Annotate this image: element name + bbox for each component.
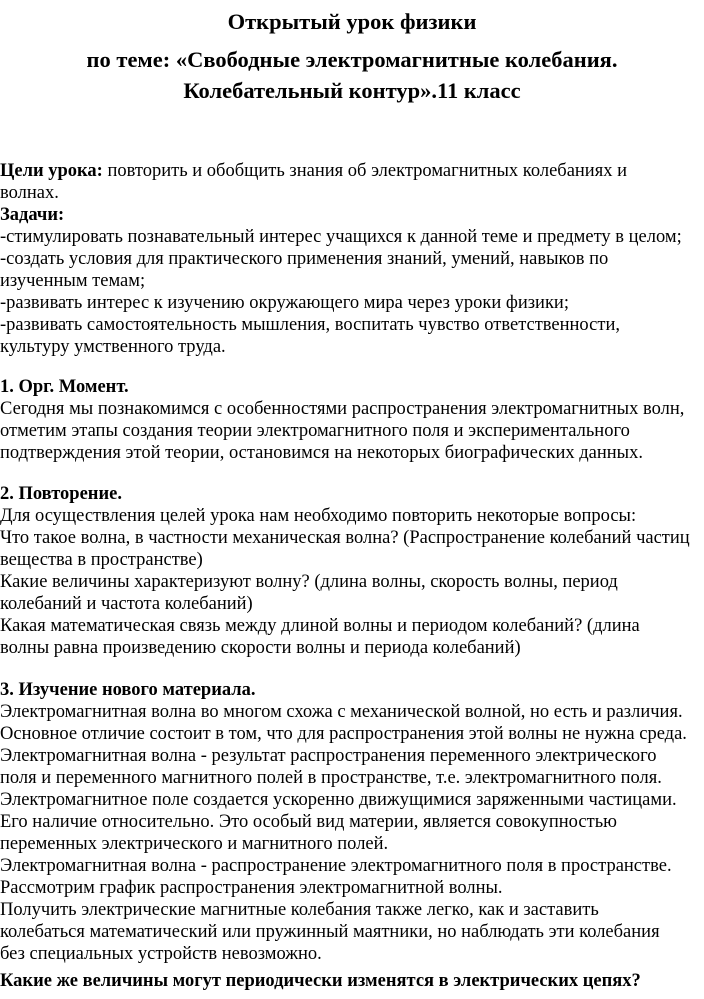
section-2-heading: 2. Повторение. — [0, 484, 122, 504]
section-2-line: вещества в пространстве) — [0, 550, 203, 570]
section-1-line: подтверждения этой теории, остановимся на некоторых биографических данных. — [0, 443, 643, 463]
section-2-line: колебаний и частота колебаний) — [0, 594, 253, 614]
goals-paragraph — [0, 160, 627, 182]
section-3-line: Получить электрические магнитные колебания также легко, как и заставить — [0, 900, 599, 920]
goals-text-continued: волнах. — [0, 183, 59, 203]
document-title: Открытый урок физики — [227, 9, 477, 34]
document-subtitle-line-2: Колебательный контур».11 класс — [183, 78, 521, 103]
tasks-line: -стимулировать познавательный интерес учащихся к данной теме и предмету в целом; — [0, 227, 682, 247]
section-3-line: Рассмотрим график распространения электромагнитной волны. — [0, 878, 503, 898]
tasks-label: Задачи: — [0, 205, 65, 225]
section-1-line: отметим этапы создания теории электромагнитного поля и экспериментального — [0, 421, 630, 441]
tasks-line: -развивать интерес к изучению окружающего мира через уроки физики; — [0, 293, 569, 313]
section-3-line: переменных электрического и магнитного полей. — [0, 834, 389, 854]
tasks-line: культуру умственного труда. — [0, 337, 226, 357]
tasks-line: -создать условия для практического применения знаний, умений, навыков по — [0, 249, 609, 269]
section-2-line: Какая математическая связь между длиной волны и периодом колебаний? (длина — [0, 616, 640, 636]
section-3-line: Электромагнитное поле создается ускоренно движущимися заряженными частицами. — [0, 790, 677, 810]
section-3-line: колебаться математический или пружинный маятники, но наблюдать эти колебания — [0, 922, 660, 942]
section-3-line: Его наличие относительно. Это особый вид материи, является совокупностью — [0, 812, 617, 832]
goals-label: Цели урока: — [0, 161, 103, 181]
section-1-line: Сегодня мы познакомимся с особенностями распространения электромагнитных волн, — [0, 399, 685, 419]
section-3-line: Электромагнитная волна во многом схожа с механической волной, но есть и различия. — [0, 702, 683, 722]
document-subtitle-line-1: по теме: «Свободные электромагнитные колебания. — [86, 47, 618, 72]
section-3-line: Электромагнитная волна - распространение электромагнитного поля в пространстве. — [0, 856, 672, 876]
section-1-heading: 1. Орг. Момент. — [0, 377, 129, 397]
tasks-line: -развивать самостоятельность мышления, воспитать чувство ответственности, — [0, 315, 620, 335]
section-2-line: Для осуществления целей урока нам необходимо повторить некоторые вопросы: — [0, 506, 637, 526]
section-2-line: волны равна произведению скорости волны и периода колебаний) — [0, 638, 521, 658]
section-3-line: поля и переменного магнитного полей в пространстве, т.е. электромагнитного поля. — [0, 768, 662, 788]
section-3-line: Электромагнитная волна - результат распространения переменного электрического — [0, 746, 657, 766]
section-2-line: Какие величины характеризуют волну? (длина волны, скорость волны, период — [0, 572, 618, 592]
section-3-line: без специальных устройств невозможно. — [0, 944, 322, 964]
section-3-heading: 3. Изучение нового материала. — [0, 680, 256, 700]
section-3-line: Основное отличие состоит в том, что для распространения этой волны не нужна среда. — [0, 724, 687, 744]
final-question: Какие же величины могут периодически изменятся в электрических цепях? — [0, 971, 641, 991]
section-2-line: Что такое волна, в частности механическая волна? (Распространение колебаний частиц — [0, 528, 690, 548]
tasks-line: изученным темам; — [0, 271, 146, 291]
goals-text: повторить и обобщить знания об электромагнитных колебаниях и — [102, 161, 627, 181]
